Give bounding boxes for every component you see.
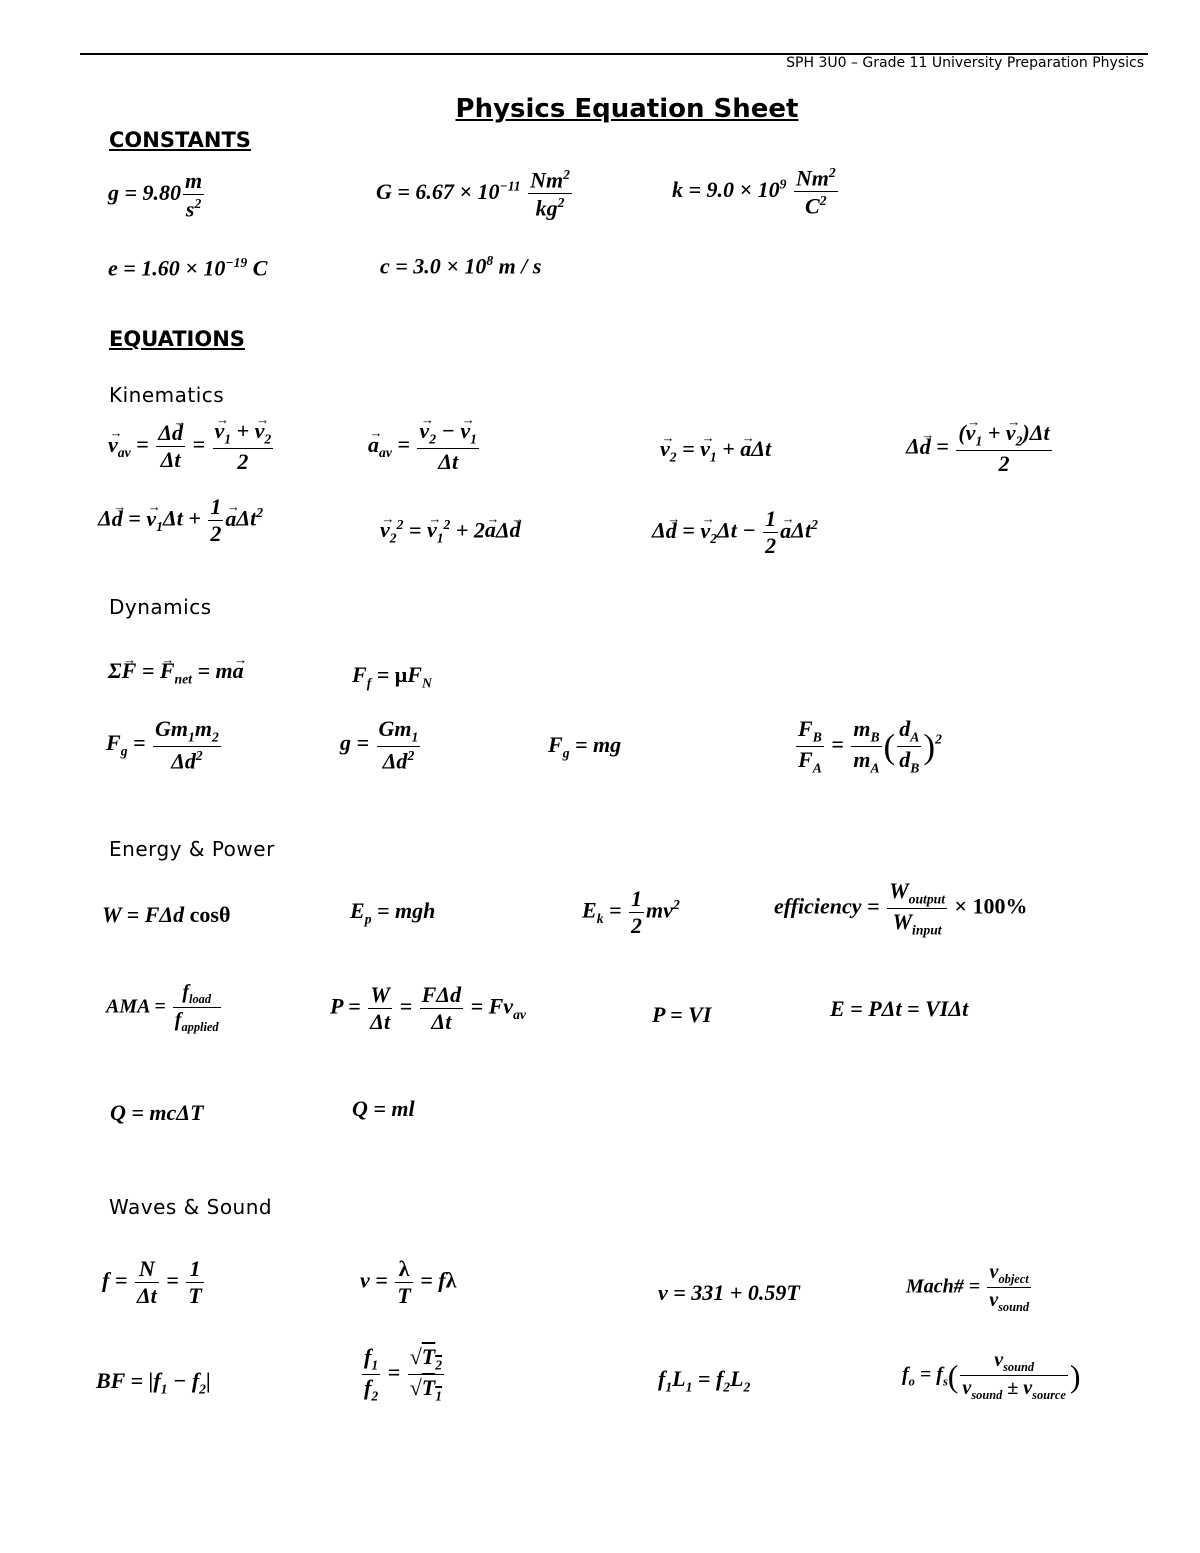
- waves-eq-6: $\frac{f_1}{f_2}$ = $\frac{√T_2}{√T_1}$: [364, 1344, 443, 1404]
- kinematics-eq-7: Δ→ d = → $v_2\Delta t$ − $\frac{1}{2}$ → aΔt$^2$: [652, 508, 818, 557]
- kinematics-heading: Kinematics: [109, 383, 225, 407]
- kinematics-eq-6: → $v_2^2$ = → $v_1^2 + 2\to a\Delta\to d$: [380, 518, 521, 545]
- dynamics-eq-6: $\frac{F_B}{F_A}$ = $\frac{m_B}{m_A}$ ( $\frac{d_A}{d_B}$ )$^2$: [798, 716, 942, 776]
- constant-light-speed: $c = 3.0 \times 10^8$ m / s: [380, 253, 542, 279]
- waves-eq-5: BF = $|f_1 - f_2|$: [96, 1368, 211, 1397]
- energy-eq-4: efficiency = $\frac{W_{output}}{W_{input}}$ × 100%: [774, 878, 1028, 938]
- energy-eq-5: AMA = $\frac{f_{load}}{f_{applied}}$: [106, 981, 219, 1035]
- kinematics-eq-5: Δ→ d = → $v_1\Delta t$ + $\frac{1}{2}$ → aΔt$^2$: [98, 496, 263, 545]
- waves-eq-3: v = 331 + 0.59T: [658, 1280, 800, 1305]
- course-header: SPH 3U0 – Grade 11 University Preparation Physics: [786, 55, 1144, 71]
- waves-eq-4: Mach# = $\frac{v_{object}}{v_{sound}}$: [906, 1261, 1030, 1315]
- energy-eq-6: P = $\frac{W}{\Delta t}$ = $\frac{\text{FΔd}}{\Delta t}$ = $Fv_{av}$: [330, 982, 526, 1034]
- waves-eq-1: f = $\frac{N}{\Delta t}$ = $\frac{1}{T}$: [102, 1256, 202, 1308]
- kinematics-eq-2: → $a_{av}$ = → $\frac{v_2 - \to v_1}{\Delta t}$: [368, 420, 481, 473]
- dynamics-eq-3: $F_g$ = $\frac{Gm_1m_2}{\Delta d^2}$: [106, 716, 219, 774]
- dynamics-heading: Dynamics: [109, 595, 212, 619]
- page-title: Physics Equation Sheet: [455, 94, 799, 124]
- constant-g: g = 9.80 $\frac{m}{s^2}$: [108, 168, 203, 222]
- kinematics-eq-3: → $v_2$ = → $v_1$ + → aΔt: [660, 438, 771, 464]
- equations-heading: EQUATIONS: [109, 327, 245, 351]
- waves-heading: Waves & Sound: [109, 1195, 273, 1219]
- constant-elementary-charge: $e = 1.60 \times 10^{-19}$ C: [108, 255, 268, 281]
- waves-eq-7: $f_1L_1 = f_2L_2$: [658, 1366, 751, 1395]
- energy-eq-7: P = VI: [652, 1002, 712, 1027]
- dynamics-eq-4: g = $\frac{Gm_1}{\Delta d^2}$: [340, 716, 419, 774]
- kinematics-eq-4: Δ→ d = $\frac{(\to v_1 + \to v_2)\Delta t}{2}$: [906, 422, 1054, 475]
- energy-heading: Energy & Power: [109, 837, 275, 861]
- energy-eq-10: Q = ml: [352, 1096, 415, 1121]
- energy-eq-2: $E_p$ = mgh: [350, 898, 436, 927]
- energy-eq-8: E = PΔt = VIΔt: [830, 996, 969, 1021]
- waves-eq-8: $f_o = f_s$( $\frac{v_{sound}}{v_{sound} \pm v_{source}}$ ): [902, 1349, 1081, 1403]
- waves-eq-2: v = $\frac{\lambda}{T}$ = fλ: [360, 1256, 457, 1308]
- dynamics-eq-5: $F_g$ = mg: [548, 732, 622, 761]
- constant-coulomb: $k = 9.0 \times 10^9$ $\frac{Nm^2}{C^2}$: [672, 165, 836, 219]
- constant-gravitational: $G = 6.67 \times 10^{-11}$ $\frac{Nm^2}{kg^2}$: [376, 167, 570, 221]
- energy-eq-9: Q = mcΔT: [110, 1100, 204, 1125]
- dynamics-eq-1: Σ→ F = → $F_{net} = m\to a$: [108, 660, 244, 686]
- energy-eq-1: W = FΔd cosθ: [102, 902, 231, 927]
- constants-heading: CONSTANTS: [109, 128, 251, 152]
- kinematics-eq-1: → $v_{av}$ = $\frac{\Delta\to d}{\Delta t}$ = → $\frac{v_1 + \to v_2}{2}$: [108, 420, 275, 473]
- dynamics-eq-2: $F_f = \mu F_N$: [352, 662, 432, 691]
- energy-eq-3: $E_k$ = $\frac{1}{2}$ $mv^2$: [582, 886, 680, 938]
